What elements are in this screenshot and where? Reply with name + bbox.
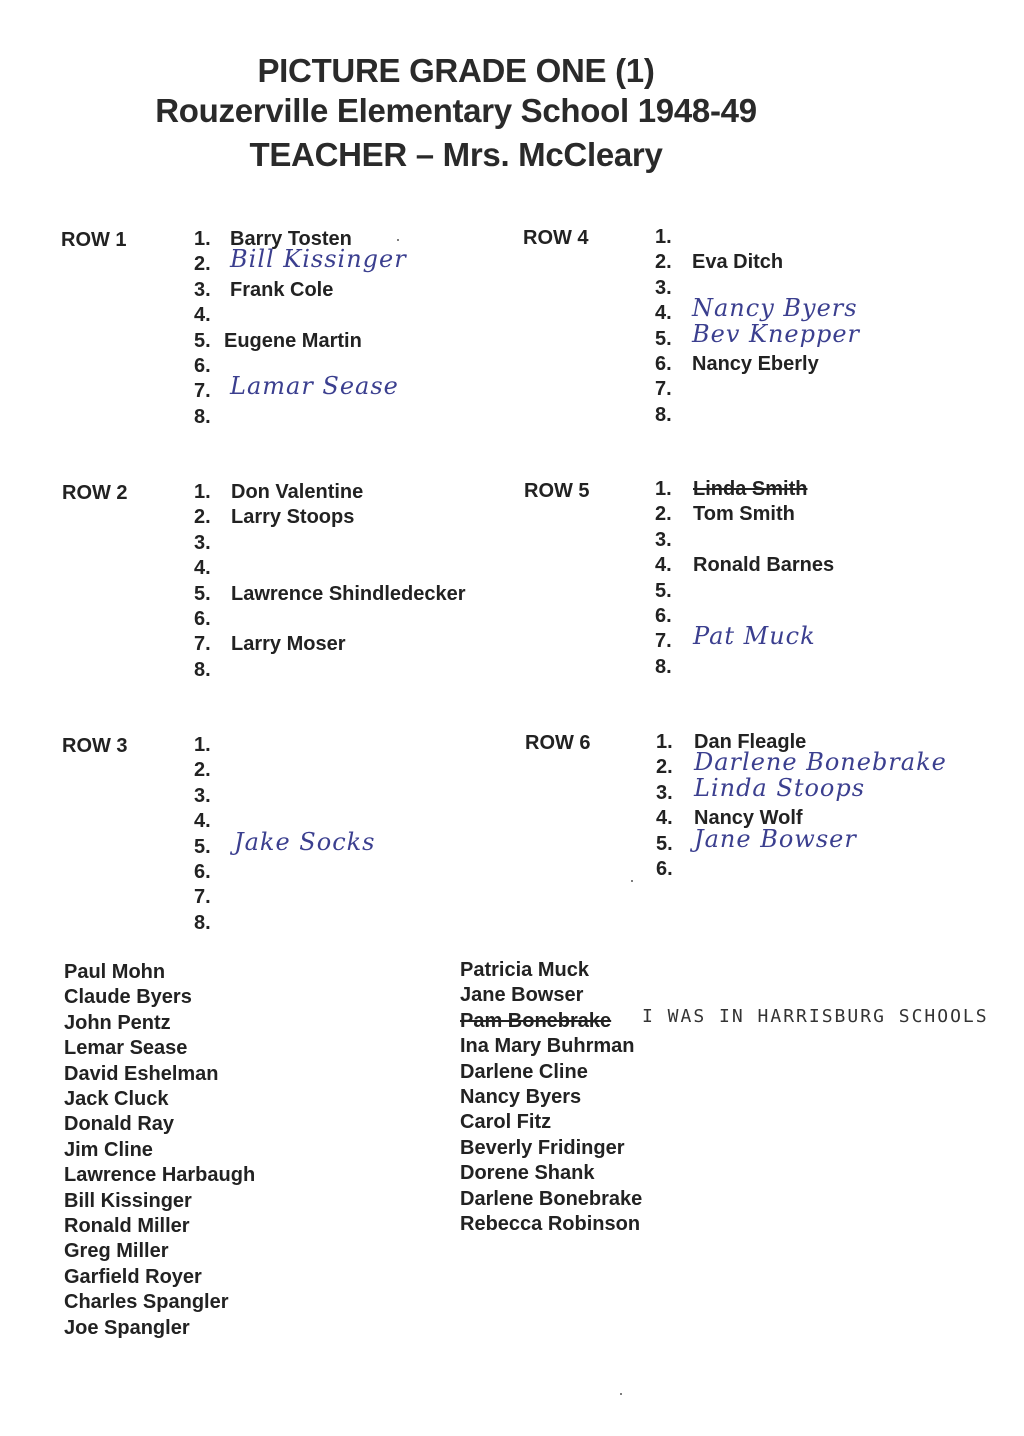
stray-mark	[620, 1393, 622, 1395]
student-name: Dan Fleagle	[694, 731, 807, 753]
seat-number: 8.	[655, 403, 672, 426]
handwritten-student-name: Jake Socks	[234, 827, 376, 856]
seat-number: 6.	[194, 355, 211, 377]
list-item: David Eshelman	[64, 1062, 219, 1085]
seat-number: 4.	[655, 554, 672, 577]
seat-number: 7.	[655, 378, 672, 401]
row-label: ROW 1	[61, 229, 127, 251]
handwritten-student-name: Bev Knepper	[692, 319, 861, 348]
handwritten-student-name: Darlene Bonebrake	[694, 748, 947, 777]
student-name: Don Valentine	[231, 481, 364, 503]
row-label: ROW 5	[524, 480, 590, 502]
seat-number: 7.	[194, 633, 211, 656]
handwritten-student-name: Pat Muck	[693, 622, 816, 651]
student-name: Eugene Martin	[224, 329, 362, 352]
list-item: Patricia Muck	[460, 959, 589, 981]
list-item: Nancy Byers	[460, 1086, 582, 1108]
seat-number: 1.	[194, 734, 211, 756]
stray-mark	[631, 880, 633, 882]
seat-number: 2.	[655, 503, 672, 526]
list-item: Bill Kissinger	[64, 1189, 192, 1212]
list-item: Lemar Sease	[64, 1037, 188, 1060]
list-item: Dorene Shank	[460, 1162, 595, 1185]
seat-number: 4.	[194, 304, 211, 327]
student-name: Eva Ditch	[692, 251, 784, 274]
student-name: Frank Cole	[230, 278, 334, 301]
seat-number: 3.	[656, 781, 673, 804]
handwritten-student-name: Linda Stoops	[694, 773, 866, 802]
list-item: Charles Spangler	[64, 1291, 229, 1314]
list-item: Darlene Cline	[460, 1060, 588, 1083]
seat-number: 2.	[656, 756, 673, 779]
list-item: Paul Mohn	[64, 961, 166, 983]
seat-number: 4.	[656, 807, 673, 830]
seat-number: 5.	[655, 579, 672, 602]
seat-number: 5.	[655, 327, 672, 350]
list-item: Jack Cluck	[64, 1088, 169, 1110]
seat-number: 8.	[194, 911, 211, 934]
student-name: Lawrence Shindledecker	[231, 582, 466, 605]
seat-number: 8.	[194, 405, 211, 428]
list-item: Jim Cline	[64, 1138, 153, 1161]
handwritten-student-name: Bill Kissinger	[230, 245, 407, 274]
seat-number: 6.	[656, 858, 673, 880]
seat-number: 2.	[655, 251, 672, 274]
list-item: Claude Byers	[64, 986, 192, 1009]
student-name: Tom Smith	[693, 503, 795, 526]
seat-number: 1.	[655, 478, 672, 500]
student-name: Larry Stoops	[231, 506, 355, 529]
seat-number: 8.	[655, 655, 672, 678]
list-item: Jane Bowser	[460, 984, 584, 1007]
seat-number: 3.	[194, 278, 211, 301]
row-label: ROW 6	[525, 732, 591, 754]
list-item: Pam Bonebrake	[460, 1009, 612, 1032]
student-name: Linda Smith	[693, 478, 808, 500]
seat-number: 5.	[656, 832, 673, 855]
seat-number: 7.	[194, 886, 211, 909]
seat-number: 6.	[655, 605, 672, 627]
seat-number: 3.	[194, 531, 211, 554]
list-item: Beverly Fridinger	[460, 1136, 625, 1159]
seat-number: 2.	[194, 253, 211, 276]
seat-number: 7.	[194, 380, 211, 403]
list-item: Carol Fitz	[460, 1111, 552, 1134]
seat-number: 5.	[194, 329, 211, 352]
title-line-2: Rouzerville Elementary School 1948-49	[155, 92, 757, 129]
row-label: ROW 3	[62, 735, 128, 757]
seat-number: 4.	[655, 302, 672, 325]
seat-number: 3.	[655, 528, 672, 551]
seat-number: 6.	[655, 353, 672, 375]
list-item: Lawrence Harbaugh	[64, 1164, 256, 1187]
title-line-1: PICTURE GRADE ONE (1)	[257, 52, 655, 89]
row-label: ROW 2	[62, 482, 128, 504]
list-item: Ronald Miller	[64, 1215, 190, 1237]
list-item: Ina Mary Buhrman	[460, 1035, 635, 1058]
student-name: Ronald Barnes	[693, 554, 835, 577]
handwritten-note: I WAS IN HARRISBURG SCHOOLS	[642, 1006, 989, 1027]
stray-mark	[397, 239, 399, 241]
seat-number: 2.	[194, 759, 211, 782]
seat-number: 3.	[655, 276, 672, 299]
handwritten-student-name: Jane Bowser	[694, 824, 857, 853]
list-item: Joe Spangler	[64, 1316, 190, 1339]
seat-number: 4.	[194, 557, 211, 580]
student-name: Nancy Wolf	[694, 807, 803, 830]
seat-number: 3.	[194, 784, 211, 807]
title-line-3: TEACHER – Mrs. McCleary	[249, 136, 663, 173]
handwritten-student-name: Lamar Sease	[230, 372, 399, 401]
seat-number: 1.	[194, 481, 211, 503]
list-item: Donald Ray	[64, 1113, 175, 1136]
student-name: Larry Moser	[231, 633, 346, 656]
seat-number: 6.	[194, 608, 211, 630]
list-item: Rebecca Robinson	[460, 1213, 641, 1235]
seat-number: 6.	[194, 861, 211, 883]
seat-number: 5.	[194, 582, 211, 605]
seat-number: 2.	[194, 506, 211, 529]
list-item: John Pentz	[64, 1011, 171, 1034]
seat-number: 1.	[655, 226, 672, 248]
seat-number: 1.	[656, 731, 673, 753]
seat-number: 5.	[194, 835, 211, 858]
list-item: Greg Miller	[64, 1240, 169, 1263]
seat-number: 8.	[194, 658, 211, 681]
seat-number: 4.	[194, 810, 211, 833]
handwritten-student-name: Nancy Byers	[692, 294, 858, 323]
list-item: Darlene Bonebrake	[460, 1187, 643, 1210]
student-name: Nancy Eberly	[692, 353, 819, 375]
row-label: ROW 4	[523, 227, 589, 249]
seat-number: 7.	[655, 630, 672, 653]
list-item: Garfield Royer	[64, 1265, 202, 1288]
student-name: Barry Tosten	[230, 228, 352, 250]
seat-number: 1.	[194, 228, 211, 250]
